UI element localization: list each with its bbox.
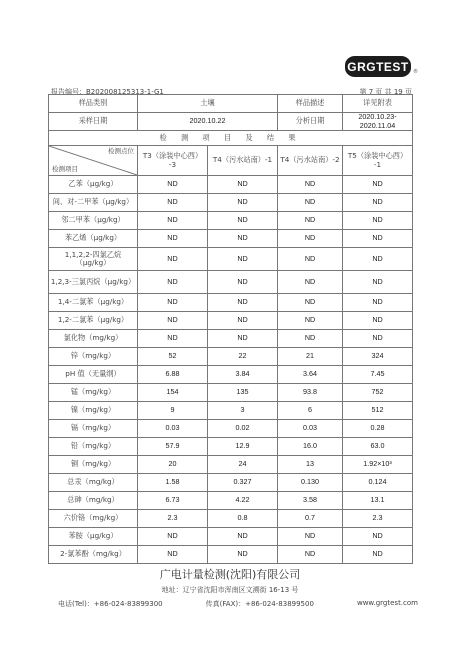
result-cell: ND [208,176,278,194]
test-item-cell: 苯乙烯（μg/kg） [49,230,138,248]
result-cell: 13 [278,456,343,474]
test-item-cell: 镍（mg/kg） [49,402,138,420]
test-item-cell: 氯化物（mg/kg） [49,330,138,348]
contact-line [58,599,418,609]
test-item-cell: 间、对-二甲苯（μg/kg） [49,194,138,212]
section-title: 检 测 项 目 及 结 果 [49,131,413,146]
result-cell: ND [278,248,343,271]
result-cell: ND [278,330,343,348]
result-cell: 9 [138,402,208,420]
result-cell: 24 [208,456,278,474]
corner-bottom-label: 检测项目 [52,164,78,173]
analysis-date-label: 分析日期 [278,113,343,131]
table-row [49,402,413,420]
test-item-cell: pH 值（无量纲） [49,366,138,384]
result-cell: ND [343,330,413,348]
result-cell: ND [343,271,413,294]
column-header: T4（污水站南）-2 [278,146,343,176]
page-number: 第 7 页 共 19 页 [359,88,412,96]
telephone: 电话(Tel)：+86-024-83899300 [58,600,163,608]
result-cell: ND [278,230,343,248]
result-cell: 1.92×10³ [343,456,413,474]
result-cell: 0.02 [208,420,278,438]
result-cell: 12.9 [208,438,278,456]
result-cell: 21 [278,348,343,366]
sample-desc-label: 样品描述 [278,95,343,113]
result-cell: ND [278,294,343,312]
website: www.grgtest.com [356,599,418,607]
table-row [49,384,413,402]
result-cell: ND [278,176,343,194]
result-cell: 93.8 [278,384,343,402]
table-row [49,420,413,438]
result-cell: ND [208,194,278,212]
result-cell: 0.8 [208,510,278,528]
table-row [49,528,413,546]
result-cell: 52 [138,348,208,366]
logo-text: GRGTEST [347,59,409,74]
table-row [49,294,413,312]
company-address: 地址：辽宁省沈阳市浑南区文溯街 16-13 号 [161,586,299,594]
result-cell: 0.130 [278,474,343,492]
test-item-cell: 苯胺（μg/kg） [49,528,138,546]
sample-type-label: 样品类别 [49,95,138,113]
test-item-cell: 乙苯（μg/kg） [49,176,138,194]
table-row [49,330,413,348]
result-cell: 6.73 [138,492,208,510]
result-cell: 0.28 [343,420,413,438]
test-item-cell: 铜（mg/kg） [49,456,138,474]
result-cell: ND [278,528,343,546]
table-row [49,312,413,330]
test-item-cell: 2-氯苯酚（mg/kg） [49,546,138,564]
result-cell: ND [343,194,413,212]
test-item-cell: 总砷（mg/kg） [49,492,138,510]
column-header: T3（涂装中心西） -3 [138,146,208,176]
table-row [49,212,413,230]
test-item-cell: 六价铬（mg/kg） [49,510,138,528]
result-cell: ND [343,230,413,248]
result-cell: ND [278,194,343,212]
result-cell: ND [343,212,413,230]
result-cell: ND [343,294,413,312]
result-cell: ND [138,248,208,271]
result-cell: 3.64 [278,366,343,384]
result-cell: ND [208,528,278,546]
result-cell: 1.58 [138,474,208,492]
result-cell: 4.22 [208,492,278,510]
section-title-row [49,131,413,146]
result-cell: ND [343,528,413,546]
test-item-cell: 邻二甲苯（μg/kg） [49,212,138,230]
test-item-cell: 1,4-二氯苯（μg/kg） [49,294,138,312]
result-cell: 154 [138,384,208,402]
result-cell: ND [138,330,208,348]
result-cell: 6.88 [138,366,208,384]
result-cell: 57.9 [138,438,208,456]
result-cell: ND [208,546,278,564]
result-cell: 13.1 [343,492,413,510]
test-item-cell: 总汞（mg/kg） [49,474,138,492]
result-cell: 324 [343,348,413,366]
sampling-date-value: 2020.10.22 [138,113,278,131]
table-row [49,456,413,474]
table-row [49,546,413,564]
result-cell: ND [278,546,343,564]
table-row [49,230,413,248]
table-row [49,271,413,294]
report-table [48,94,413,564]
result-cell: ND [343,176,413,194]
table-row [49,492,413,510]
result-cell: ND [343,312,413,330]
sample-type-value: 土壤 [138,95,278,113]
result-cell: ND [208,230,278,248]
result-cell: 0.7 [278,510,343,528]
test-item-cell: 锌（mg/kg） [49,348,138,366]
column-header-row [49,146,413,176]
result-cell: 512 [343,402,413,420]
result-cell: 0.327 [208,474,278,492]
result-cell: 2.3 [343,510,413,528]
sample-desc-value: 详见附表 [343,95,413,113]
result-cell: 3 [208,402,278,420]
result-cell: 0.124 [343,474,413,492]
corner-header-cell [49,146,138,176]
result-cell: ND [138,230,208,248]
test-item-cell: 1,2,3-三氯丙烷（μg/kg） [49,271,138,294]
result-cell: ND [343,248,413,271]
result-cell: 752 [343,384,413,402]
table-row [49,176,413,194]
corner-top-label: 检测点位 [108,147,134,155]
result-cell: ND [138,194,208,212]
result-cell: 0.03 [278,420,343,438]
company-name: 广电计量检测(沈阳)有限公司 [159,568,301,581]
table-row [49,248,413,271]
result-cell: ND [138,528,208,546]
column-header: T4（污水站南）-1 [208,146,278,176]
report-number: 报告编号：B202008125313-1-G1 [51,88,164,96]
result-cell: 63.0 [343,438,413,456]
table-row [49,510,413,528]
result-cell: ND [278,312,343,330]
analysis-date-value: 2020.10.23-2020.11.04 [343,113,413,131]
result-cell: 3.58 [278,492,343,510]
result-cell: ND [208,294,278,312]
result-cell: 135 [208,384,278,402]
table-row [49,194,413,212]
meta-row-2 [49,113,413,131]
result-cell: ND [343,546,413,564]
grgtest-logo [345,56,411,77]
table-row [49,348,413,366]
result-cell: ND [138,546,208,564]
test-item-cell: 镉（mg/kg） [49,420,138,438]
result-cell: 3.84 [208,366,278,384]
table-row [49,366,413,384]
result-cell: ND [138,212,208,230]
result-cell: ND [208,212,278,230]
result-cell: ND [278,271,343,294]
result-cell: 2.3 [138,510,208,528]
logo-registered-mark: ® [413,69,418,75]
result-cell: 6 [278,402,343,420]
meta-row-1 [49,95,413,113]
table-row [49,438,413,456]
column-header: T5（涂装中心西） -1 [343,146,413,176]
fax: 传真(FAX)：+86-024-83899500 [205,600,314,608]
result-cell: 16.0 [278,438,343,456]
result-cell: ND [138,312,208,330]
result-cell: ND [138,271,208,294]
table-row [49,474,413,492]
result-cell: 20 [138,456,208,474]
test-item-cell: 1,2-二氯苯（μg/kg） [49,312,138,330]
sampling-date-label: 采样日期 [49,113,138,131]
result-cell: ND [138,176,208,194]
result-cell: ND [208,330,278,348]
result-cell: 0.03 [138,420,208,438]
test-item-cell: 1,1,2,2-四氯乙烷（μg/kg） [49,248,138,271]
result-cell: 22 [208,348,278,366]
result-cell: ND [278,212,343,230]
test-item-cell: 铅（mg/kg） [49,438,138,456]
test-item-cell: 锰（mg/kg） [49,384,138,402]
result-cell: 7.45 [343,366,413,384]
result-cell: ND [208,248,278,271]
result-cell: ND [208,312,278,330]
result-cell: ND [138,294,208,312]
result-cell: ND [208,271,278,294]
